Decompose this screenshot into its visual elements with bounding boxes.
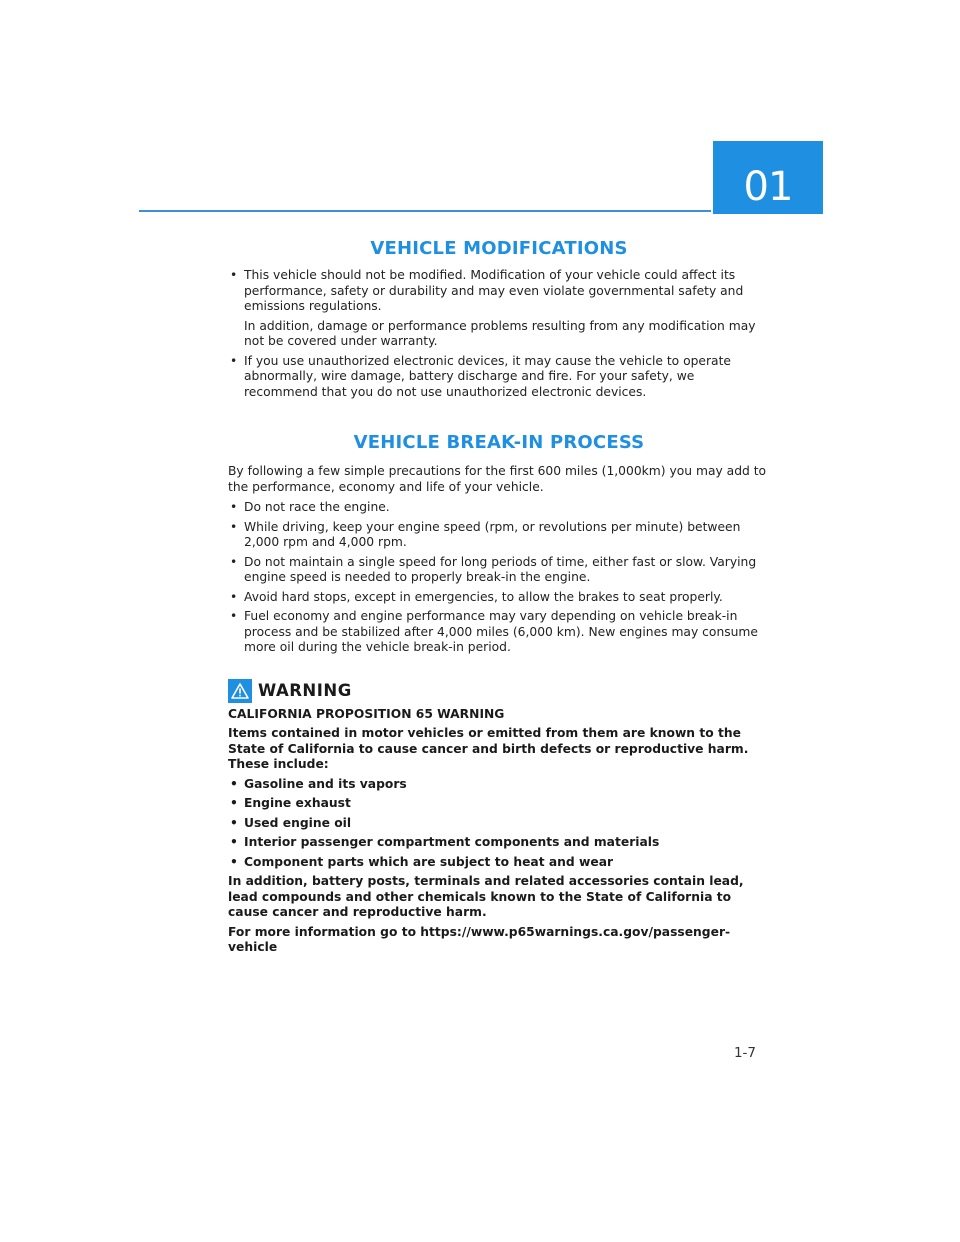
list-item: • If you use unauthorized electronic devices, it may cause the vehicle to operate abnormally, wire damage, battery discharge and fire. For your safety, we recommend that you do not use unauthorized electronic devices. (228, 354, 770, 401)
list-item: • Component parts which are subject to heat and wear (228, 855, 770, 871)
break-in-list (228, 500, 770, 656)
list-item: • Avoid hard stops, except in emergencies, to allow the brakes to seat properly. (228, 590, 770, 606)
modifications-list (228, 268, 770, 400)
list-item: • Used engine oil (228, 816, 770, 832)
chapter-tab: 01 (713, 141, 823, 214)
list-item: • Interior passenger compartment components and materials (228, 835, 770, 851)
warning-more-info: For more information go to https://www.p65warnings.ca.gov/passenger-vehicle (228, 924, 731, 954)
header-divider (139, 210, 711, 212)
warning-heading: CALIFORNIA PROPOSITION 65 WARNING (228, 706, 505, 721)
list-item (228, 268, 770, 350)
warning-intro: Items contained in motor vehicles or emitted from them are known to the State of California to cause cancer and birth defects or reproductive harm. These include: (228, 726, 749, 771)
warning-icon (228, 679, 252, 703)
section-title-break-in: VEHICLE BREAK-IN PROCESS (353, 432, 645, 453)
break-in-intro: By following a few simple precautions for the first 600 miles (1,000km) you may add to the performance, economy and life of your vehicle. (228, 464, 767, 494)
list-item-subtext: In addition, damage or performance problems resulting from any modification may not be covered under warranty. (244, 318, 756, 348)
warning-closing: In addition, battery posts, terminals and related accessories contain lead, lead compounds and other chemicals known to the State of California to cause cancer and reproductive harm. (228, 874, 744, 919)
list-item: • Fuel economy and engine performance may vary depending on vehicle break-in process and be stabilized after 4,000 miles (6,000 km). New engines may consume more oil during the vehicle break-in period. (228, 609, 770, 656)
list-item: • Gasoline and its vapors (228, 777, 770, 793)
list-item-text: This vehicle should not be modified. Modification of your vehicle could affect its performance, safety or durability and may even violate governmental safety and emissions regulations. (244, 268, 744, 313)
page-number: 1-7 (733, 1045, 756, 1061)
list-item: • Do not race the engine. (228, 500, 770, 516)
warning-label: WARNING (258, 681, 352, 700)
page-content (228, 236, 770, 960)
section-title-modifications: VEHICLE MODIFICATIONS (370, 238, 628, 259)
list-item: • Do not maintain a single speed for long periods of time, either fast or slow. Varying engine speed is needed to properly break-in the engine. (228, 555, 770, 586)
warning-list (228, 777, 770, 871)
warning-header (228, 678, 770, 704)
list-item: • While driving, keep your engine speed (rpm, or revolutions per minute) between 2,000 rpm and 4,000 rpm. (228, 520, 770, 551)
list-item: • Engine exhaust (228, 796, 770, 812)
